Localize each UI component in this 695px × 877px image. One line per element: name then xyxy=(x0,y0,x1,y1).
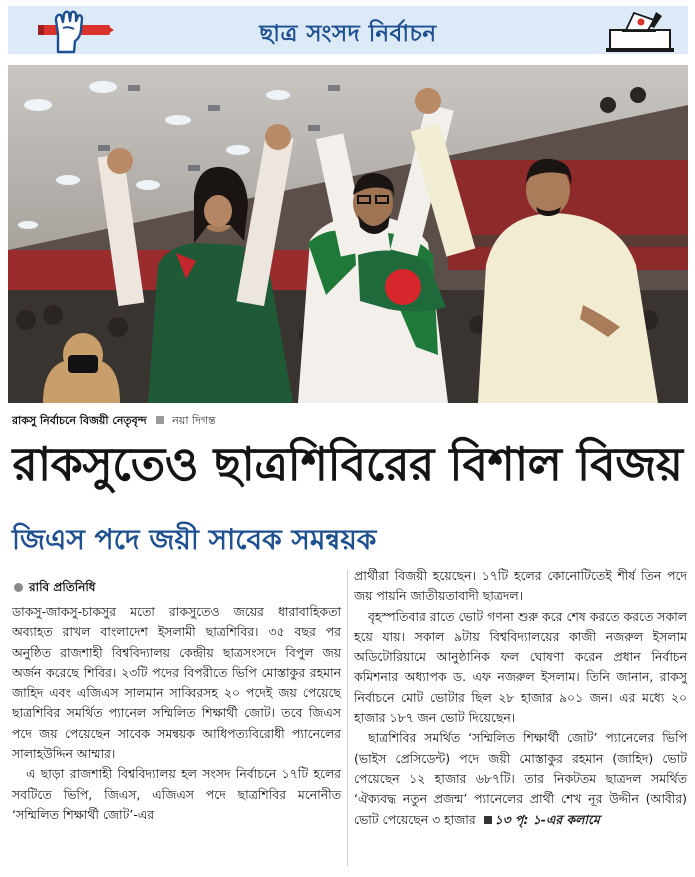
subheadline: জিএস পদে জয়ী সাবেক সমন্বয়ক xyxy=(12,523,377,556)
continuation-square-icon xyxy=(484,816,492,824)
headline: রাকসুতেও ছাত্রশিবিরের বিশাল বিজয় xyxy=(12,437,683,491)
article-paragraph: ডাকসু-জাকসু-চাকসুর মতো রাকসুতেও জয়ের ধারাবাহিকতা অব্যাহত রাখল বাংলাদেশ ইসলামী ছাত্রশিবির। ৩৫ বছর পর অনুষ্ঠিত রাজশাহী বিশ্ববিদ্যালয় কেন্দ্রীয় ছাত্রসংসদে বিপুল জয় অর্জন করেছে শিবির। ২৩টি পদের বিপরীতে ভিপি মোস্তাকুর রহমান জাহিদ এবং এজিএস সালমান সাব্বিরসহ ২০ পদেই জয় পেয়েছে ছাত্রশিবির সমর্থিত প্যানেল সম্মিলিত শিক্ষার্থী জোট। তবে জিএস পদে জয় পেয়েছেন সাবেক সমন্বয়ক আধিপত্যবিরোধী প্যানেলের সালাহউদ্দিন আম্মার। xyxy=(12,604,341,762)
byline-text: রাবি প্রতিনিধি xyxy=(29,580,96,594)
continuation-text: ১৩ পৃ: ১-এর কলামে xyxy=(494,811,600,827)
article-column-left xyxy=(12,602,341,825)
article-paragraph: বৃহস্পতিবার রাতে ভোট গণনা শুরু করে শেষ করতে করতে সকাল হয়ে যায়। সকাল ৯টায় বিশ্ববিদ্যালয়ের কাজী নজরুল ইসলাম অডিটোরিয়ামে আনুষ্ঠানিক ফল ঘোষণা করেন প্রধান নির্বাচন কমিশনার অধ্যাপক ড. এফ নজরুল ইসলাম। তিনি জানান, রাকসু নির্বাচনে মোট ভোটার ছিল ২৮ হাজার ৯০১ জন। এর মধ্যে ২০ হাজার ১৮৭ জন ভোট দিয়েছেন। xyxy=(354,608,687,726)
caption-text: রাকসু নির্বাচনে বিজয়ী নেতৃবৃন্দ xyxy=(12,414,147,427)
article-paragraph xyxy=(354,728,687,829)
article-paragraph-text: ছাত্রশিবির সমর্থিত ‘সম্মিলিত শিক্ষার্থী জোট’ প্যানেলের ভিপি (ভাইস প্রেসিডেন্ট) পদে জয়ী মোস্তাকুর রহমান (জাহিদ) ভোট পেয়েছেন ১২ হাজার ৬৮৭টি। তার নিকটতম ছাত্রদল সমর্থিত ‘ঐক্যবদ্ধ নতুন প্রজন্ম’ প্যানেলের প্রার্থী শেখ নূর উদ্দীন (আবীর) ভোট পেয়েছেন ৩ হাজার xyxy=(354,730,687,827)
winners-photo xyxy=(8,65,688,403)
photo-caption xyxy=(12,412,216,431)
column-divider xyxy=(347,570,348,866)
banner-title: ছাত্র সংসদ নির্বাচন xyxy=(259,21,437,47)
article-paragraph: প্রার্থীরা বিজয়ী হয়েছেন। ১৭টি হলের কোনোটিতেই শীর্ষ তিন পদে জয় পায়নি জাতীয়তাবাদী ছাত্রদল। xyxy=(354,568,687,604)
caption-square-icon xyxy=(156,416,164,424)
section-banner xyxy=(8,6,688,54)
article-column-right xyxy=(354,566,687,830)
byline-dot-icon xyxy=(14,583,23,592)
photo-credit: নয়া দিগন্ত xyxy=(172,414,216,427)
article-paragraph: এ ছাড়া রাজশাহী বিশ্ববিদ্যালয় হল সংসদ নির্বাচনে ১৭টি হলের সবটিতে ভিপি, জিএস, এজিএস পদে ছাত্রশিবির মনোনীত ‘সম্মিলিত শিক্ষার্থী জোট’-এর xyxy=(12,766,341,822)
continuation-note xyxy=(480,812,600,827)
byline xyxy=(14,579,96,599)
ballot-box-icon xyxy=(604,10,678,54)
